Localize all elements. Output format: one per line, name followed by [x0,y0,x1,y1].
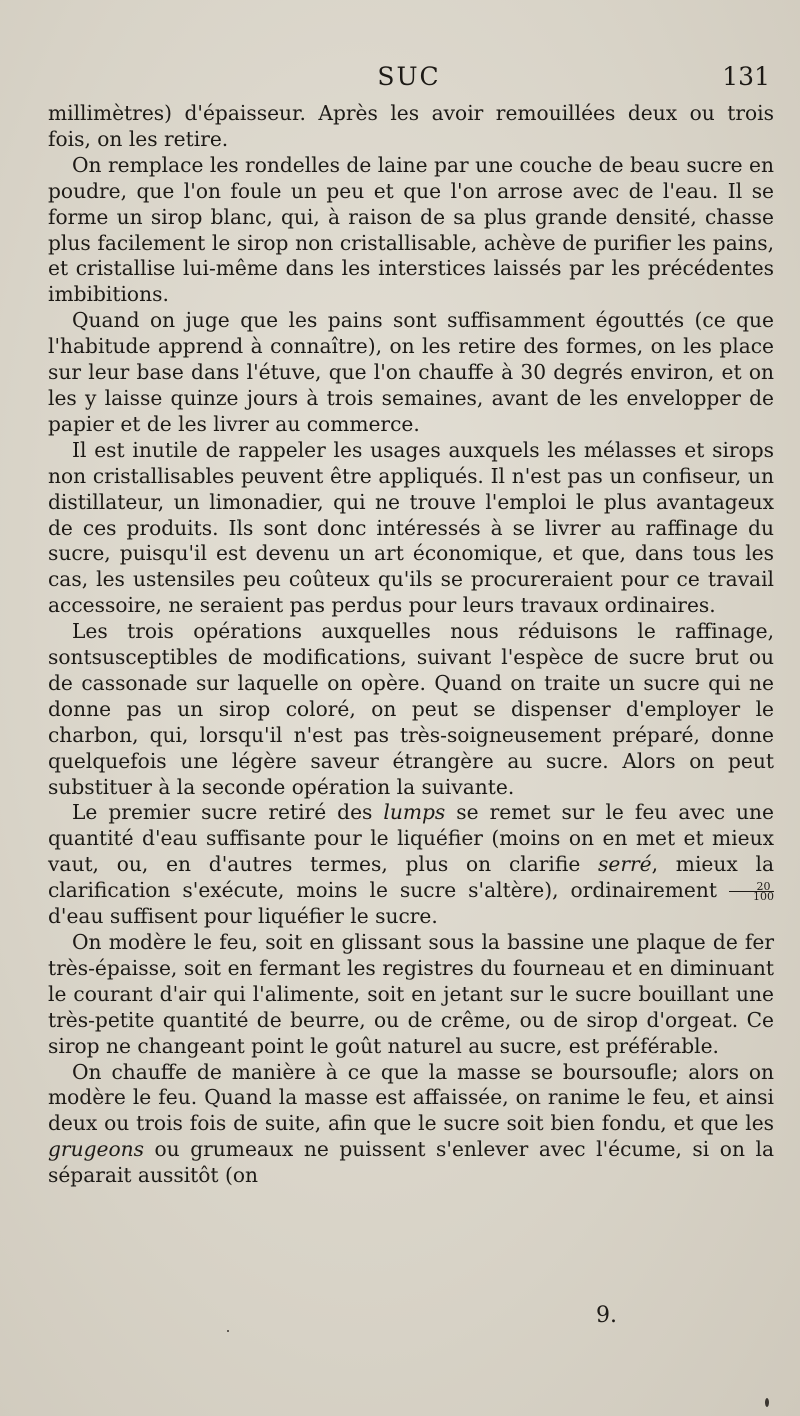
paragraph-8-part-a: On chauffe de manière à ce que la masse se boursoufle; alors on modère le feu. Quand la masse est affaissée, on ranime le feu, et ainsi deux ou trois fois de suite, afin que le sucre soit bien fondu, et que les [48,1059,774,1136]
paragraph-2: On remplace les rondelles de laine par une couche de beau sucre en poudre, que l'on foule un peu et que l'on arrose avec de l'eau. Il se forme un sirop blanc, qui, à raison de sa plus grande densité, chasse plus facilement le sirop non cristallisable, achève de purifier les pains, et cristallise lui-même dans les interstices laissés par les précédentes imbibitions. [48,152,774,307]
paper-speck [227,1330,229,1332]
paragraph-6-part-c: , mieux la clarification s'exécute, moins le sucre s'altère), ordinairement [48,852,774,903]
italic-term-serre: serré [598,852,652,877]
paragraph-7: On modère le feu, soit en glissant sous la bassine une plaque de fer très-épaisse, soit en fermant les registres du fourneau et en diminuant le courant d'air qui l'alimente, soit en jetant sur le sucre bouillant une très-petite quantité de beurre, ou de crême, ou de sirop d'orgeat. Ce sirop ne changeant point le goût naturel au sucre, est préférable. [48,930,774,1058]
body-text [48,101,774,1189]
paragraph-8 [48,1060,774,1190]
running-head: SUC [377,62,441,91]
paragraph-4: Il est inutile de rappeler les usages auxquels les mélasses et sirops non cristallisables peuvent être appliqués. Il n'est pas un confiseur, un distillateur, un limonadier, qui ne trouve l'emploi le plus avantageux de ces produits. Ils sont donc intéressés à se livrer au raffinage du sucre, puisqu'il est devenu un art économique, et que, dans tous les cas, les ustensiles peu coûteux qu'ils se procureraient pour ce travail accessoire, ne seraient pas perdus pour leurs travaux ordinaires. [48,437,774,618]
fraction-denominator: 100 [753,890,774,904]
paragraph-1: millimètres) d'épaisseur. Après les avoir remouillées deux ou trois fois, on les retire. [48,101,774,151]
paper-speck [765,1398,769,1407]
paragraph-6-part-d: d'eau suffisent pour liquéfier le sucre. [48,904,438,929]
paragraph-3: Quand on juge que les pains sont suffisamment égouttés (ce que l'habitude apprend à connaître), on les retire des formes, on les place sur leur base dans l'étuve, que l'on chauffe à 30 degrés environ, et on les y laisse quinze jours à trois semaines, avant de les envelopper de papier et de les livrer au commerce. [48,308,774,436]
paragraph-5: Les trois opérations auxquelles nous réduisons le raffinage, sontsusceptibles de modifications, suivant l'espèce de sucre brut ou de cassonade sur laquelle on opère. Quand on traite un sucre qui ne donne pas un sirop coloré, on peut se dispenser d'employer le charbon, qui, lorsqu'il n'est pas très-soigneusement préparé, donne quelquefois une légère saveur étrangère au sucre. Alors on peut substituer à la seconde opération la suivante. [48,619,774,799]
paragraph-8-part-b: ou grumeaux ne puissent s'enlever avec l'écume, si on la séparait aussitôt (on [48,1137,774,1188]
fraction [729,880,774,904]
paragraph-6 [48,800,774,930]
paragraph-6-part-a: Le premier sucre retiré des [72,800,384,825]
signature-mark: 9. [596,1303,617,1328]
page-number: 131 [722,62,770,91]
page-header [48,62,770,102]
italic-term-lumps: lumps [383,800,446,825]
paragraph-6-part-b: se remet sur le feu avec une quantité d'eau suffisante pour le liquéfier (moins on en met et mieux vaut, ou, en d'autres termes, plus on clarifie [48,800,774,877]
italic-term-grugeons: grugeons [48,1137,144,1162]
fraction-numerator: 20 [729,882,774,892]
